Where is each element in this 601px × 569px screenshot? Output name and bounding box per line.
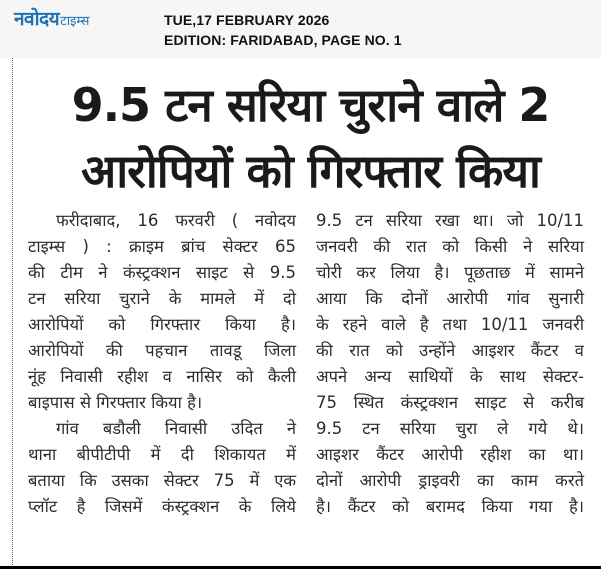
- body-line: है। कैंटर को बरामद किया गया है।: [316, 497, 584, 516]
- body-line: की रात को उन्होंने आइशर कैंटर व: [316, 341, 584, 360]
- logo-subtitle: टाइम्स: [60, 14, 90, 29]
- headline-line: 9.5 टन सरिया चुराने वाले 2: [71, 78, 550, 132]
- body-line: आया कि दोनों आरोपी गांव सुनारी: [316, 289, 584, 308]
- edition-header: [0, 0, 601, 58]
- body-line: टाइम्स ) : क्राइम ब्रांच सेक्टर 65: [28, 237, 296, 256]
- body-line: फरीदाबाद, 16 फरवरी ( नवोदय: [56, 211, 296, 230]
- body-line: बाइपास से गिरफ्तार किया है।: [28, 393, 203, 412]
- edition-info: EDITION: FARIDABAD, PAGE NO. 1: [164, 32, 402, 48]
- headline-line: आरोपियों को गिरफ्तार किया: [81, 144, 540, 198]
- body-line: गांव बडौली निवासी उदित ने: [56, 419, 296, 438]
- body-line: दोनों आरोपी ड्राइवरी का काम करते: [316, 471, 584, 490]
- body-line: अपने अन्य साथियों के साथ सेक्टर-: [316, 367, 584, 386]
- body-line: आरोपियों की पहचान तावडू जिला: [28, 341, 296, 360]
- article-column-right: [316, 208, 584, 520]
- newspaper-logo: [14, 10, 89, 29]
- body-line: जनवरी की रात को किसी ने सरिया: [316, 237, 584, 256]
- column-rule: [12, 58, 13, 567]
- logo-wordmark: नवोदय: [14, 8, 60, 30]
- publication-date: TUE,17 FEBRUARY 2026: [164, 12, 330, 28]
- body-line: 9.5 टन सरिया चुरा ले गये थे।: [316, 419, 584, 438]
- body-line: के रहने वाले है तथा 10/11 जनवरी: [316, 315, 584, 334]
- body-line: 9.5 टन सरिया रखा था। जो 10/11: [316, 211, 584, 230]
- body-line: बताया कि उसका सेक्टर 75 में एक: [28, 471, 296, 490]
- body-line: थाना बीपीटीपी में दी शिकायत में: [28, 445, 296, 464]
- body-line: चोरी कर लिया है। पूछताछ में सामने: [316, 263, 584, 282]
- article-headline: [20, 72, 601, 204]
- body-line: 75 स्थित कंस्ट्रक्शन साइट से करीब: [316, 393, 584, 412]
- edition-meta: [164, 10, 402, 50]
- body-line: प्लॉट है जिसमें कंस्ट्रक्शन के लिये: [28, 497, 296, 516]
- body-line: नूंह निवासी रहीश व नासिर को कैली: [28, 367, 296, 386]
- body-line: आरोपियों को गिरफ्तार किया है।: [28, 315, 296, 334]
- body-line: टन सरिया चुराने के मामले में दो: [28, 289, 296, 308]
- body-line: आइशर कैंटर आरोपी रहीश का था।: [316, 445, 584, 464]
- body-line: की टीम ने कंस्ट्रक्शन साइट से 9.5: [28, 263, 296, 282]
- article-column-left: [28, 208, 296, 520]
